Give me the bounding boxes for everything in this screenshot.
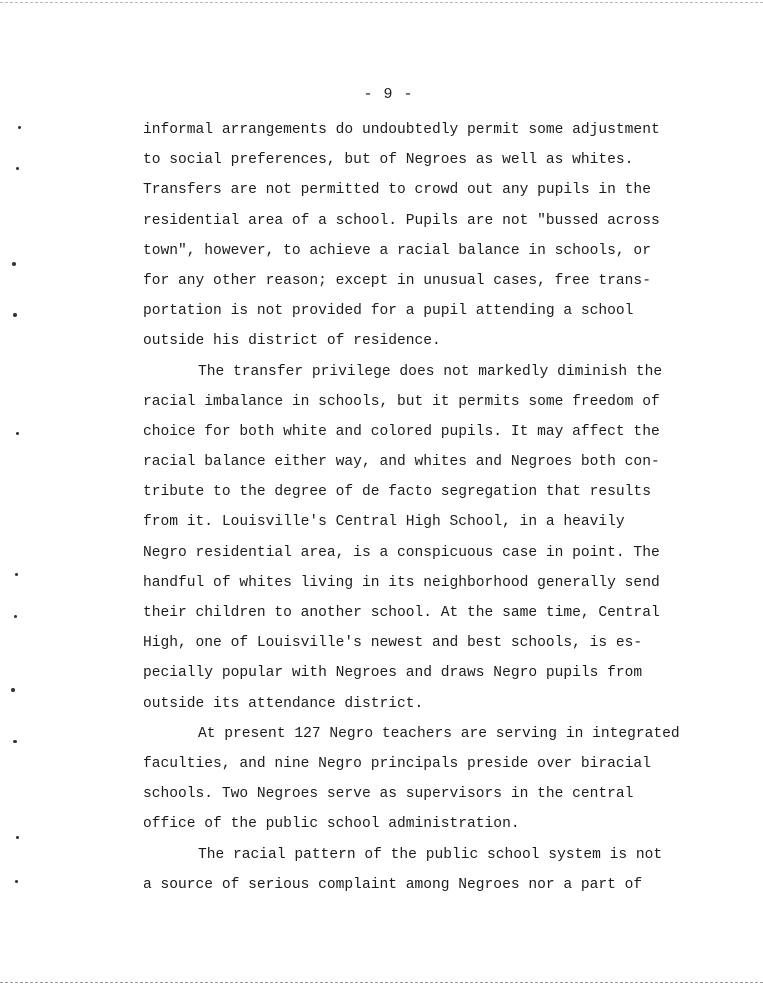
text-line: portation is not provided for a pupil attending a school xyxy=(143,303,634,320)
text-line: for any other reason; except in unusual cases, free trans- xyxy=(143,272,651,289)
text-line: High, one of Louisville's newest and best schools, is es- xyxy=(143,635,643,652)
text-line: a source of serious complaint among Negroes nor a part of xyxy=(143,876,643,893)
text-line: pecially popular with Negroes and draws Negro pupils from xyxy=(143,665,643,682)
text-line: from it. Louisville's Central High School, in a heavily xyxy=(143,514,625,531)
scan-speck xyxy=(12,262,16,266)
text-line: outside his district of residence. xyxy=(143,333,441,350)
text-line: racial imbalance in schools, but it permits some freedom of xyxy=(143,393,660,410)
bottom-edge-rule xyxy=(0,982,763,983)
text-line: outside its attendance district. xyxy=(143,695,424,712)
scan-speck xyxy=(13,313,17,317)
scan-speck xyxy=(18,126,21,129)
top-edge-rule xyxy=(0,2,763,3)
text-line: Negro residential area, is a conspicuous case in point. The xyxy=(143,544,660,561)
text-line: Transfers are not permitted to crowd out any pupils in the xyxy=(143,182,651,199)
scan-speck xyxy=(13,740,17,743)
text-line: racial balance either way, and whites and Negroes both con- xyxy=(143,454,660,471)
scan-speck xyxy=(15,880,18,883)
page-number: - 9 - xyxy=(363,86,414,103)
paragraph-start-line: At present 127 Negro teachers are serving in integrated xyxy=(198,725,680,742)
scan-speck xyxy=(15,573,18,576)
text-line: residential area of a school. Pupils are not "bussed across xyxy=(143,212,660,229)
scan-speck xyxy=(11,688,15,692)
scan-speck xyxy=(14,615,17,618)
paragraph-start-line: The transfer privilege does not markedly diminish the xyxy=(198,363,663,380)
text-line: their children to another school. At the same time, Central xyxy=(143,605,660,621)
text-line: schools. Two Negroes serve as supervisors in the central xyxy=(143,786,634,803)
text-line: office of the public school administration. xyxy=(143,816,520,833)
text-line: tribute to the degree of de facto segregation that results xyxy=(143,484,651,501)
scan-speck xyxy=(16,836,19,839)
text-line: to social preferences, but of Negroes as well as whites. xyxy=(143,152,634,169)
text-line: choice for both white and colored pupils. It may affect the xyxy=(143,423,660,440)
scan-speck xyxy=(16,167,19,170)
body-text xyxy=(143,115,723,900)
scan-speck xyxy=(16,432,19,435)
text-line: town", however, to achieve a racial balance in schools, or xyxy=(143,242,651,259)
text-line: informal arrangements do undoubtedly permit some adjustment xyxy=(143,122,660,138)
text-line: handful of whites living in its neighborhood generally send xyxy=(143,574,660,591)
text-line: faculties, and nine Negro principals preside over biracial xyxy=(143,755,651,772)
paragraph-start-line: The racial pattern of the public school system is not xyxy=(198,846,663,863)
